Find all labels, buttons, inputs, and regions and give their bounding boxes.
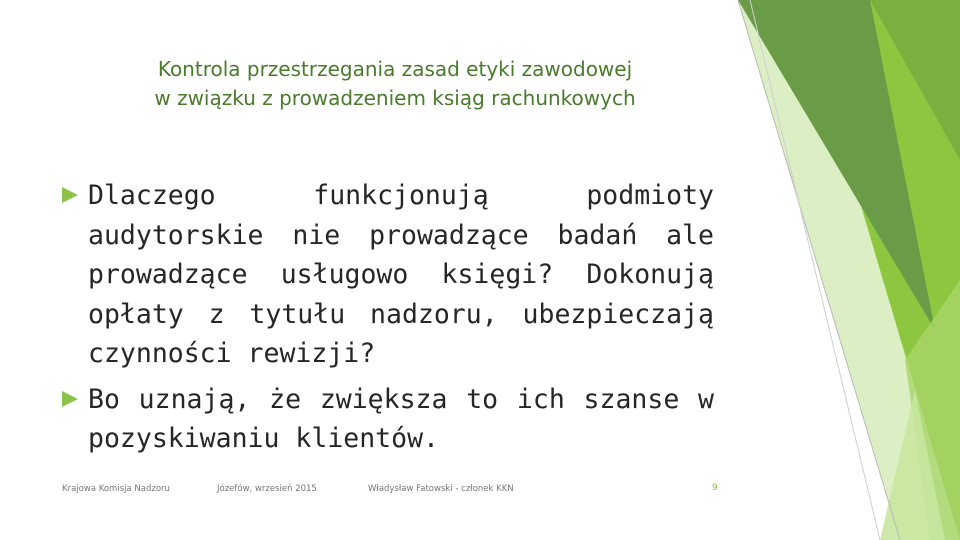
footer-center: Józefów, wrzesień 2015 <box>217 484 317 494</box>
right-triangle-bullet-icon <box>62 187 78 203</box>
right-triangle-bullet-icon <box>62 391 78 407</box>
title-line-2: w związku z prowadzeniem ksiąg rachunkowych <box>154 86 636 110</box>
page-number: 9 <box>712 483 718 493</box>
bullet-text: Bo uznają, że zwiększa to ich szanse w pozyskiwaniu klientów. <box>88 383 714 454</box>
bullet-text: Dlaczego funkcjonują podmioty audytorskie nie prowadzące badań ale prowadzące usługowo księgi? Dokonują opłaty z tytułu nadzoru, ubezpieczają czynności rewizji? <box>88 180 714 369</box>
footer-right: Władysław Fatowski - członek KKN <box>368 484 514 494</box>
slide-title <box>100 55 690 113</box>
bullet-list <box>62 176 714 465</box>
footer-left: Krajowa Komisja Nadzoru <box>62 484 170 494</box>
bullet-item <box>62 380 714 459</box>
bullet-item <box>62 176 714 374</box>
title-line-1: Kontrola przestrzegania zasad etyki zawodowej <box>157 57 633 81</box>
